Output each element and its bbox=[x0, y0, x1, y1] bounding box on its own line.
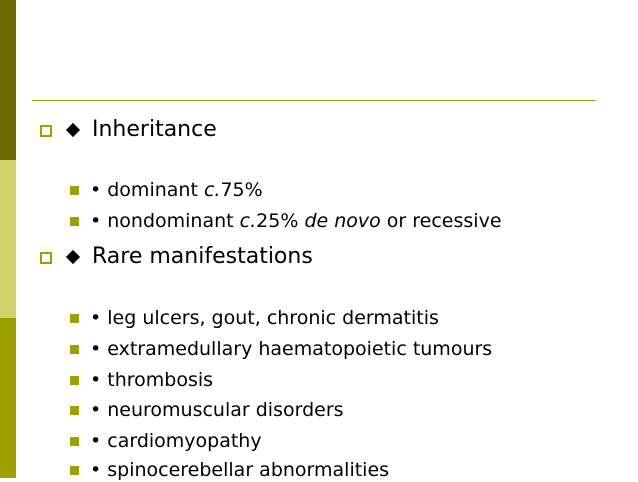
hollow-square-bullet-icon bbox=[40, 125, 52, 137]
bullet-text bbox=[90, 306, 439, 330]
bullet-text bbox=[90, 398, 344, 422]
bullet-text bbox=[92, 243, 313, 271]
bullet-text bbox=[90, 337, 492, 361]
solid-square-bullet-icon bbox=[70, 437, 79, 446]
text-run: 25% bbox=[256, 210, 305, 232]
sidebar-band-bottom bbox=[0, 318, 16, 478]
bullet-text bbox=[90, 429, 262, 453]
italic-text: de novo bbox=[304, 210, 381, 232]
hollow-square-bullet-icon bbox=[40, 252, 52, 264]
italic-text: c. bbox=[239, 210, 257, 232]
solid-square-bullet-icon bbox=[70, 314, 79, 323]
solid-square-bullet-icon bbox=[70, 376, 79, 385]
solid-square-bullet-icon bbox=[70, 466, 79, 475]
bullet-text bbox=[90, 458, 389, 482]
text-run: Inheritance bbox=[92, 117, 217, 142]
text-run: • dominant bbox=[90, 179, 204, 201]
solid-square-bullet-icon bbox=[70, 217, 79, 226]
text-run: Rare manifestations bbox=[92, 244, 313, 269]
diamond-bullet-icon bbox=[66, 123, 80, 137]
text-run: • extramedullary haematopoietic tumours bbox=[90, 338, 493, 360]
bullet-text bbox=[92, 116, 217, 144]
solid-square-bullet-icon bbox=[70, 406, 79, 415]
text-run: • nondominant bbox=[90, 210, 240, 232]
title-divider bbox=[32, 100, 596, 101]
text-run: or recessive bbox=[380, 210, 502, 232]
bullet-text bbox=[90, 368, 213, 392]
sidebar-band-middle bbox=[0, 160, 16, 318]
italic-text: c. bbox=[203, 179, 221, 201]
text-run: • cardiomyopathy bbox=[90, 430, 262, 452]
solid-square-bullet-icon bbox=[70, 345, 79, 354]
text-run: • thrombosis bbox=[90, 369, 214, 391]
sidebar-band-top bbox=[0, 0, 16, 160]
text-run: • leg ulcers, gout, chronic dermatitis bbox=[90, 307, 439, 329]
bullet-text bbox=[90, 209, 502, 233]
solid-square-bullet-icon bbox=[70, 186, 79, 195]
text-run: • spinocerebellar abnormalities bbox=[90, 459, 390, 481]
slide-sidebar bbox=[0, 0, 16, 478]
diamond-bullet-icon bbox=[66, 250, 80, 264]
text-run: 75% bbox=[220, 179, 263, 201]
text-run: • neuromuscular disorders bbox=[90, 399, 344, 421]
bullet-text bbox=[90, 178, 263, 202]
